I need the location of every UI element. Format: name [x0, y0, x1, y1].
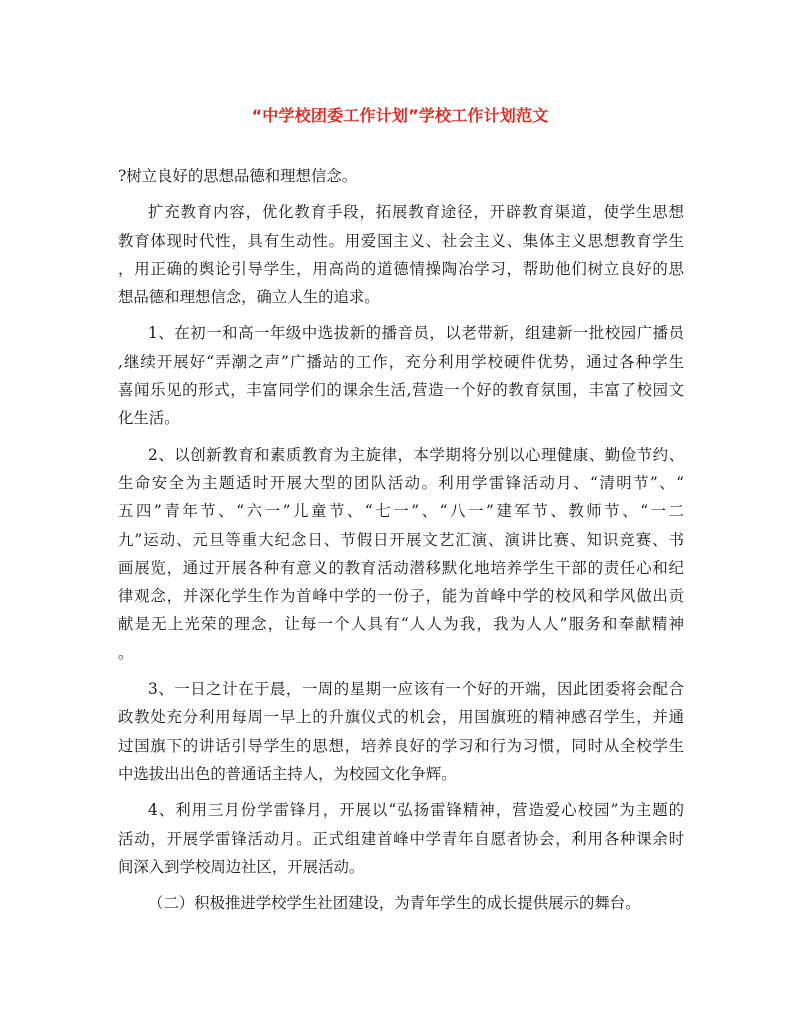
text-line: 过国旗下的讲话引导学生的思想，培养良好的学习和行为习惯，同时从全校学生	[118, 736, 684, 755]
document-title: “中学校团委工作计划”学校工作计划范文	[251, 106, 549, 125]
text-line: 3、一日之计在于晨，一周的星期一应该有一个好的开端，因此团委将会配合	[148, 680, 684, 699]
document-body	[118, 162, 684, 917]
text-line: 政教处充分利用每周一早上的升旗仪式的机会，用国旗班的精神感召学生，并通	[118, 708, 684, 727]
text-line: 献是无上光荣的理念，让每一个人具有“人人为我，我为人人”服务和奉献精神	[118, 615, 684, 634]
text-line: 化生活。	[118, 409, 180, 428]
paragraph	[118, 441, 684, 667]
text-line: 喜闻乐见的形式，丰富同学们的课余生活,营造一个好的教育氛围，丰富了校园文	[118, 381, 684, 400]
paragraph	[118, 319, 684, 432]
text-line: ，用正确的舆论引导学生，用高尚的道德情操陶冶学习，帮助他们树立良好的思	[118, 259, 684, 278]
text-line: 1、在初一和高一年级中选拔新的播音员，以老带新，组建新一批校园广播员	[148, 324, 684, 343]
text-line: 生命安全为主题适时开展大型的团队活动。利用学雷锋活动月、“清明节”、“	[118, 473, 684, 492]
text-line: 2、以创新教育和素质教育为主旋律，本学期将分别以心理健康、勤俭节约、	[148, 445, 684, 464]
paragraph	[118, 162, 684, 190]
text-line: （二）积极推进学校学生社团建设，为青年学生的成长提供展示的舞台。	[148, 894, 641, 913]
paragraph	[118, 198, 684, 311]
text-line: 中选拔出出色的普通话主持人，为校园文化争辉。	[118, 764, 457, 783]
text-line: ,继续开展好“弄潮之声”广播站的工作，充分利用学校硬件优势，通过各种学生	[118, 352, 684, 371]
paragraph	[118, 675, 684, 788]
text-line: ?树立良好的思想品德和理想信念。	[118, 167, 358, 185]
text-line: 活动，开展学雷锋活动月。正式组建首峰中学青年自愿者协会，利用各种课余时	[118, 829, 684, 848]
paragraph	[118, 796, 684, 881]
text-line: 律观念，并深化学生作为首峰中学的一份子，能为首峰中学的校风和学风做出贡	[118, 587, 684, 606]
text-line: 间深入到学校周边社区，开展活动。	[118, 857, 365, 876]
text-line: 九”运动、元旦等重大纪念日、节假日开展文艺汇演、演讲比赛、知识竞赛、书	[118, 530, 684, 549]
paragraph	[118, 889, 684, 917]
text-line: 想品德和理想信念，确立人生的追求。	[118, 288, 380, 307]
text-line: 4、利用三月份学雷锋月，开展以“弘扬雷锋精神，营造爱心校园”为主题的	[148, 801, 684, 820]
text-line: 五四”青年节、“六一”儿童节、“七一”、“八一”建军节、教师节、“一二	[118, 502, 684, 521]
text-line: 画展览，通过开展各种有意义的教育活动潜移默化地培养学生干部的责任心和纪	[118, 558, 684, 577]
text-line: 教育体现时代性，具有生动性。用爱国主义、社会主义、集体主义思想教育学生	[118, 231, 684, 250]
text-line: 。	[118, 643, 134, 662]
text-line: 扩充教育内容，优化教育手段，拓展教育途径，开辟教育渠道，使学生思想	[148, 203, 684, 222]
